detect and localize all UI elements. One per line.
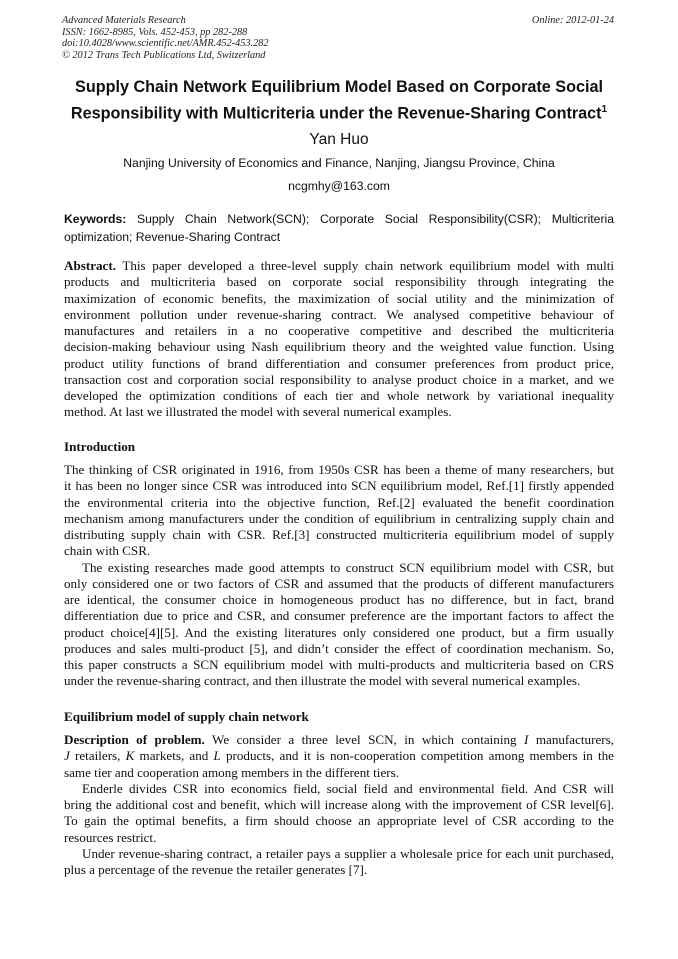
text-line bbox=[64, 258, 614, 274]
math-variable: I bbox=[524, 732, 529, 747]
section-heading-equilibrium: Equilibrium model of supply chain network bbox=[64, 709, 309, 724]
text-line: under the revenue-sharing contract, and then illustrate the model with several numerical examples. bbox=[64, 673, 581, 689]
paragraph bbox=[64, 732, 614, 781]
text-line: product choice[4][5]. And the existing literatures only considered one product, but a firm usually bbox=[64, 624, 614, 640]
text-line: are identical, the consumer choice in homogeneous product has no difference, but in fact, brand bbox=[64, 592, 614, 607]
text-line: transaction cost and corporation social responsibility to analyse product choice in a market, and we bbox=[64, 371, 614, 387]
copyright: © 2012 Trans Tech Publications Ltd, Switzerland bbox=[62, 50, 266, 62]
text-line: The existing researches made good attempts to construct SCN equilibrium model with CSR, but bbox=[82, 559, 614, 575]
text-line: decision-making behaviour using Nash equilibrium theory and the weighted value function. Using bbox=[64, 339, 614, 355]
title-line bbox=[40, 99, 638, 125]
issn: ISSN: 1662-8985, Vols. 452-453, pp 282-288 bbox=[62, 26, 248, 38]
title-line: Supply Chain Network Equilibrium Model Based on Corporate Social bbox=[75, 78, 603, 96]
title-line-text: Responsibility with Multicriteria under the Revenue-Sharing Contract bbox=[70, 103, 602, 122]
text-line: Enderle divides CSR into economics field, social field and environmental field. And CSR will bbox=[82, 780, 614, 796]
text-line bbox=[64, 748, 614, 764]
math-variable: L bbox=[213, 748, 221, 764]
text-line: the environmental criteria into the objective function, Ref.[2] evaluated the benefit coordination bbox=[64, 494, 614, 510]
text-run: products, and it is non-cooperation competition among members in the bbox=[220, 748, 614, 764]
run-in-heading: Abstract. bbox=[64, 258, 116, 273]
text-line: To gain the optimal benefits, a firm should choose an appropriate level of CSR according to the bbox=[64, 813, 614, 829]
online-date: Online: 2012-01-24 bbox=[531, 15, 614, 26]
text-line: The thinking of CSR originated in 1916, from 1950s CSR has been a theme of many researchers, but bbox=[64, 462, 614, 477]
text-line: maximization of economic benefits, the maximization of social utility and the minimization of bbox=[64, 290, 614, 306]
text-line: products and multicriteria based on corporate social responsibility through integrating the bbox=[64, 274, 614, 290]
keywords bbox=[64, 211, 614, 246]
keywords-label: Keywords: bbox=[64, 212, 127, 226]
text-run: This paper developed a three-level supply chain network equilibrium model with multi bbox=[116, 258, 614, 273]
keywords-line bbox=[64, 211, 614, 229]
doi: doi:10.4028/www.scientific.net/AMR.452-453.282 bbox=[62, 38, 269, 50]
publication-header bbox=[62, 15, 269, 62]
text-line: resources restrict. bbox=[64, 829, 157, 845]
text-line: chain with CSR. bbox=[64, 543, 151, 559]
text-line: developed the optimization conditions of each tier and whole network by variational inequality bbox=[64, 388, 614, 403]
paragraph bbox=[64, 462, 614, 560]
text-line: Under revenue-sharing contract, a retailer pays a supplier a wholesale price for each unit purchased, bbox=[82, 845, 614, 861]
paper-title bbox=[40, 77, 638, 124]
text-line: this paper constructs a SCN equilibrium model with multi-products and multicriteria based on CRS bbox=[64, 657, 614, 672]
text-line: manufactures and retailers in a no cooperative competitive and described the multicriteria bbox=[64, 323, 614, 338]
text-run: manufacturers, bbox=[528, 732, 614, 747]
paragraph bbox=[64, 846, 614, 879]
keywords-line: optimization; Revenue-Sharing Contract bbox=[64, 229, 281, 244]
text-line: bring the additional cost and benefit, which will increase along with the improvement of CSR level[6]. bbox=[64, 797, 614, 812]
journal-name: Advanced Materials Research bbox=[62, 15, 186, 26]
text-line: it has been no longer since CSR was introduced into SCN equilibrium model, Ref.[1] firstly appended bbox=[64, 478, 614, 494]
footnote-mark: 1 bbox=[601, 103, 608, 115]
text-run: markets, and bbox=[134, 748, 214, 764]
introduction-body bbox=[64, 462, 614, 690]
text-line: environment pollution under revenue-sharing contract. We analysed competitive behaviour of bbox=[64, 306, 614, 322]
keywords-text: Supply Chain Network(SCN); Corporate Social Responsibility(CSR); Multicriteria bbox=[136, 212, 614, 226]
text-run: retailers, bbox=[69, 748, 126, 764]
text-line: method. At last we illustrated the model with several numerical examples. bbox=[64, 404, 452, 420]
text-line: produces and sales multi-product [5], and didn’t consider the effect of coordination mechanism. So, bbox=[64, 640, 614, 656]
paragraph bbox=[64, 781, 614, 846]
paragraph bbox=[64, 560, 614, 690]
text-line: same tier and cooperation among members in the different tiers. bbox=[64, 764, 399, 780]
text-line bbox=[64, 732, 614, 748]
math-variable: K bbox=[125, 748, 135, 764]
text-line: only considered one or two factors of CSR and assumed that the products of different manufacturers bbox=[64, 575, 614, 591]
text-line: mechanism among manufacturers under the condition of equilibrium in centralizing supply chain and bbox=[64, 510, 614, 526]
text-line: differentiation due to price and CSR, and consumer preference are the important factors to affect the bbox=[64, 608, 614, 624]
author-email: ncgmhy@163.com bbox=[288, 179, 390, 193]
equilibrium-body bbox=[64, 732, 614, 878]
text-line: plus a percentage of the revenue the retailer generates [7]. bbox=[64, 862, 368, 877]
run-in-heading: Description of problem. bbox=[64, 732, 205, 747]
math-variable: J bbox=[64, 748, 70, 764]
section-heading-introduction: Introduction bbox=[64, 439, 136, 454]
text-run: We consider a three level SCN, in which containing bbox=[204, 732, 525, 747]
text-line: product utility functions of brand differentiation and consumer preferences from product price, bbox=[64, 355, 614, 371]
text-line: distributing supply chain with CSR. Ref.[3] constructed multicriteria equilibrium model of supply bbox=[64, 527, 614, 542]
abstract bbox=[64, 258, 614, 421]
affiliation: Nanjing University of Economics and Finance, Nanjing, Jiangsu Province, China bbox=[123, 156, 555, 170]
author-name: Yan Huo bbox=[309, 131, 369, 148]
